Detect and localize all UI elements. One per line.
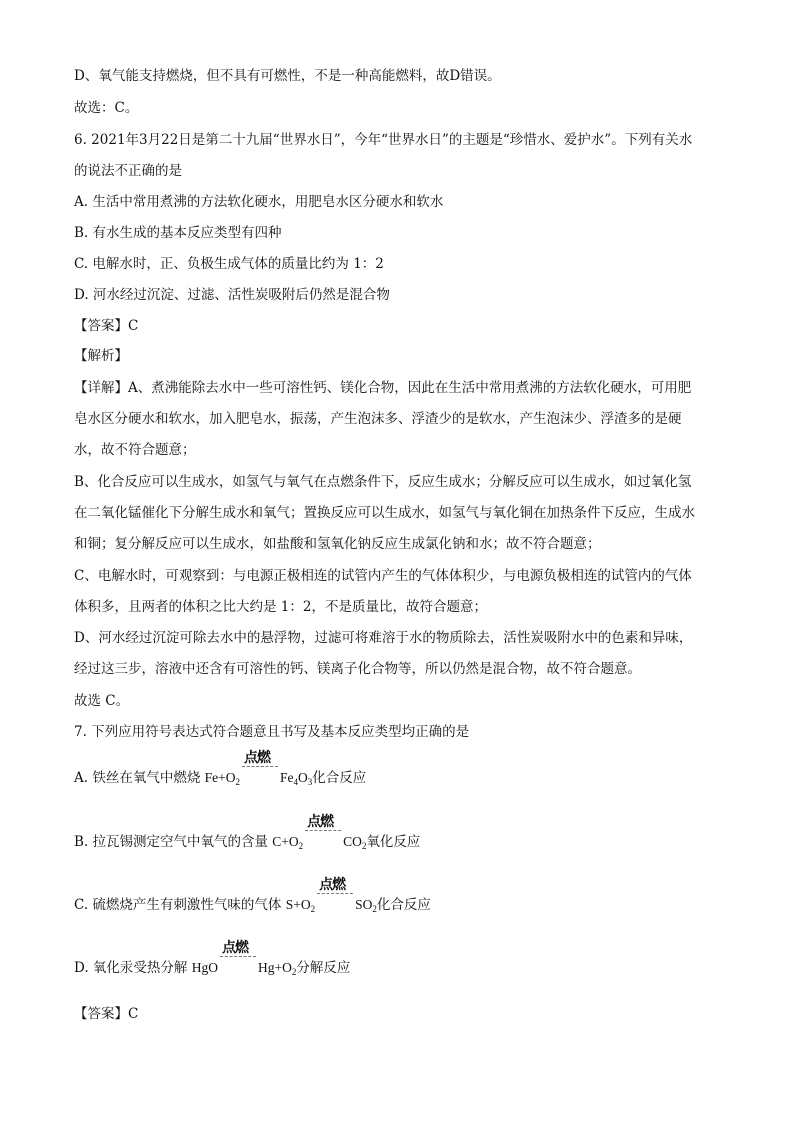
- analysis-heading: 【解析】: [74, 348, 128, 364]
- question-6-stem-line2: 的说法不正确的是: [74, 163, 182, 179]
- option-label: C. 硫燃烧产生有刺激性气味的气体: [74, 897, 286, 913]
- question-6-final-choice: 故选 C。: [74, 693, 130, 709]
- question-6-option-b: B. 有水生成的基本反应类型有四种: [74, 225, 282, 241]
- detail-paragraph-c-line2: 体积多，且两者的体积之比大约是 1：2，不是质量比，故符合题意；: [74, 599, 487, 615]
- ignite-condition: 点燃: [319, 877, 346, 893]
- answer-value: C: [128, 318, 139, 334]
- detail-paragraph-a-line2: 皂水区分硬水和软水，加入肥皂水，振荡，产生泡沫多、浮渣少的是软水，产生泡沫少、浮渣多的是硬: [74, 411, 682, 427]
- question-7-stem: 7. 下列应用符号表达式符合题意且书写及基本反应类型均正确的是: [74, 724, 470, 740]
- reactants: $Fe+O_2$: [204, 770, 240, 787]
- products: $Hg+O_2$: [257, 960, 297, 977]
- condition-arrow: [317, 877, 353, 909]
- condition-arrow: [220, 940, 256, 972]
- reactants: HgO: [191, 960, 218, 975]
- products: $SO_2$: [355, 897, 377, 914]
- question-6-stem-line1: 6. 2021年3月22日是第二十九届“世界水日”，今年“世界水日”的主题是“珍惜水、爱护水”。下列有关水: [74, 132, 693, 148]
- prev-solution-option-d: D、氧气能支持燃烧，但不具有可燃性，不是一种高能燃料，故D错误。: [74, 68, 501, 84]
- reaction-type: 氧化反应: [366, 834, 421, 850]
- question-7-option-a: [74, 750, 734, 788]
- answer-tag: 【答案】: [74, 318, 128, 334]
- ignite-condition: 点燃: [244, 750, 270, 766]
- products: $Fe_4O_3$: [280, 770, 313, 787]
- detail-text: A、煮沸能除去水中一些可溶性钙、镁化合物，因此在生活中常用煮沸的方法软化硬水，可用肥: [128, 380, 692, 396]
- condition-arrow: [242, 750, 278, 782]
- detail-paragraph-b-line2: 在二氧化锰催化下分解生成水和氧气；置换反应可以生成水，如氢气与氧化铜在加热条件下反应，生成水: [74, 505, 695, 521]
- reaction-arrow-line: [242, 766, 278, 767]
- question-6-option-d: D. 河水经过沉淀、过滤、活性炭吸附后仍然是混合物: [74, 287, 390, 303]
- detail-paragraph-d-line2: 经过这三步，溶液中还含有可溶性的钙、镁离子化合物等，所以仍然是混合物，故不符合题意。: [74, 661, 641, 677]
- question-6-option-c: C. 电解水时，正、负极生成气体的质量比约为 1：2: [74, 256, 384, 272]
- question-7-answer: [74, 1004, 734, 1024]
- detail-paragraph-d-line1: D、河水经过沉淀可除去水中的悬浮物，过滤可将难溶于水的物质除去，活性炭吸附水中的色素和异味，: [74, 630, 693, 646]
- answer-value: C: [128, 1006, 139, 1022]
- question-7-option-d: [74, 940, 734, 978]
- reactants: $C+O_2$: [272, 834, 304, 851]
- detail-tag: 【详解】: [74, 380, 128, 396]
- reaction-arrow-line: [305, 830, 341, 831]
- reaction-type: 化合反应: [312, 770, 367, 786]
- reactants: $S+O_2$: [285, 897, 316, 914]
- option-label: A. 铁丝在氧气中燃烧: [74, 770, 205, 786]
- ignite-condition: 点燃: [221, 940, 248, 956]
- condition-arrow: [305, 814, 341, 846]
- question-6-option-a: A. 生活中常用煮沸的方法软化硬水，用肥皂水区分硬水和软水: [74, 194, 444, 210]
- option-label: D. 氧化汞受热分解: [74, 960, 192, 976]
- answer-tag: 【答案】: [74, 1006, 128, 1022]
- detail-paragraph-b-line3: 和铜；复分解反应可以生成水，如盐酸和氢氧化钠反应生成氯化钠和水；故不符合题意；: [74, 536, 601, 552]
- detail-paragraph-a-line3: 水，故不符合题意；: [74, 442, 196, 458]
- detail-paragraph-a-line1: [74, 378, 734, 398]
- products: $CO_2$: [343, 834, 367, 851]
- question-6-answer: [74, 316, 734, 336]
- question-7-option-b: [74, 814, 734, 852]
- reaction-type: 分解反应: [296, 960, 351, 976]
- ignite-condition: 点燃: [307, 814, 334, 830]
- detail-paragraph-c-line1: C、电解水时，可观察到：与电源正极相连的试管内产生的气体体积少，与电源负极相连的试管内的气体: [74, 568, 692, 584]
- detail-paragraph-b-line1: B、化合反应可以生成水，如氢气与氧气在点燃条件下，反应生成水；分解反应可以生成水，如过氧化氢: [74, 474, 692, 490]
- reaction-arrow-line: [317, 893, 353, 894]
- prev-answer-choice: 故选：C。: [74, 100, 139, 116]
- option-label: B. 拉瓦锡测定空气中氧气的含量: [74, 834, 273, 850]
- reaction-type: 化合反应: [376, 897, 431, 913]
- reaction-arrow-line: [220, 956, 256, 957]
- question-7-option-c: [74, 877, 734, 915]
